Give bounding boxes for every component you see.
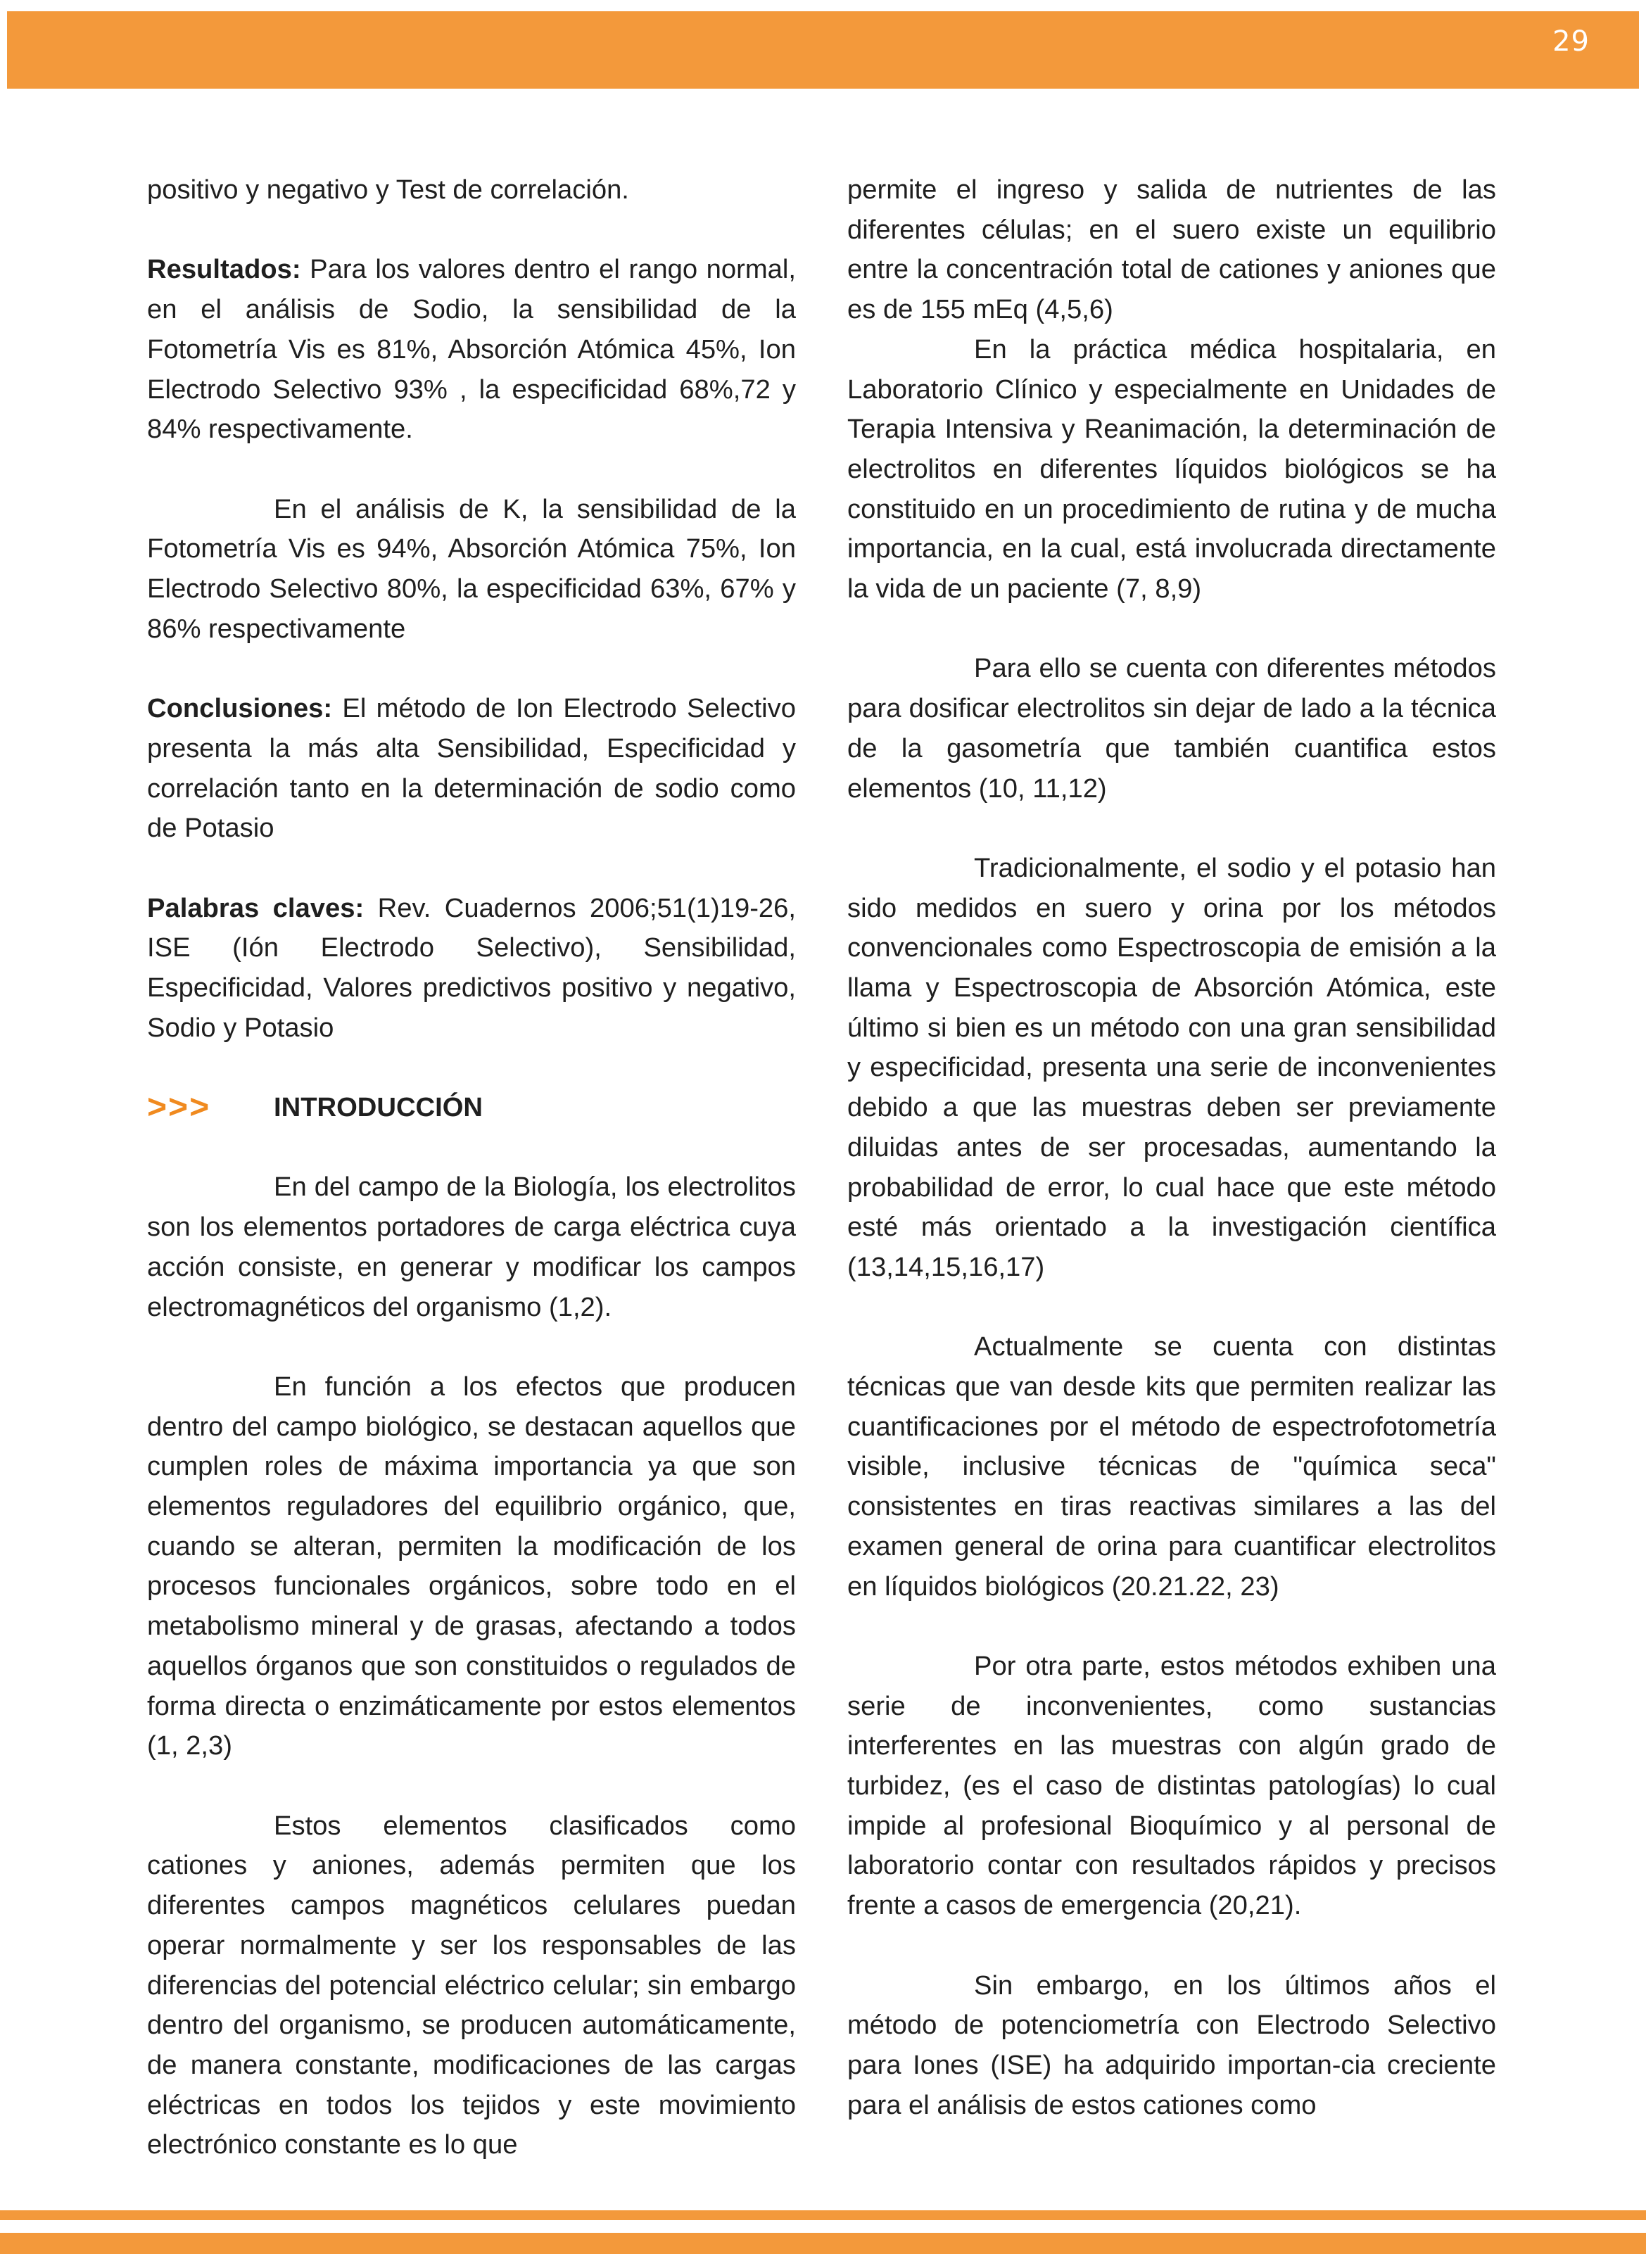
- intro-paragraph-3: Estos elementos clasificados como cationes y aniones, además permiten que los diferentes campos magnéticos celulares puedan operar normalmente y ser los responsables de las diferencias del potencial eléctrico celular; sin embargo dentro del organismo, se producen automáticamente, de manera constante, modificaciones de las cargas eléctricas en todos los tejidos y este movimiento electrónico constante es lo que: [147, 1810, 796, 2160]
- potassium-paragraph: En el análisis de K, la sensibilidad de la Fotometría Vis es 94%, Absorción Atómica 75%, Ion Electrodo Selectivo 80%, la especificidad 63%, 67% y 86% respectivamente: [147, 493, 796, 644]
- footer-rule-thin: [0, 2210, 1646, 2220]
- section-heading: [147, 1088, 796, 1128]
- keywords-paragraph: [147, 889, 796, 1049]
- right-column: [847, 170, 1496, 2125]
- keywords-text: Rev. Cuadernos 2006;51(1)19-26, ISE (Ión Electrodo Selectivo), Sensibilidad, Especificidad, Valores predictivos positivo y negativo, Sodio y Potasio: [147, 892, 796, 1043]
- body-paragraph-7: Sin embargo, en los últimos años el método de potenciometría con Electrodo Selectivo para Iones (ISE) ha adquirido importan-cia creciente para el análisis de estos cationes como: [847, 1970, 1496, 2120]
- section-title: INTRODUCCIÓN: [274, 1092, 483, 1123]
- conclusions-text: El método de Ion Electrodo Selectivo presenta la más alta Sensibilidad, Especificidad y correlación tanto en la determinación de sodio como de Potasio: [147, 693, 796, 844]
- keywords-lead: Palabras claves:: [147, 892, 365, 923]
- chevron-marker-icon: >>>: [147, 1089, 211, 1127]
- body-paragraph-5: Actualmente se cuenta con distintas técnicas que van desde kits que permiten realizar las cuantificaciones por el método de espectrofotometría visible, inclusive técnicas de "química seca" consistentes en tiras reactivas similares a las del examen general de orina para cuantificar electrolitos en líquidos biológicos (20.21.22, 23): [847, 1331, 1496, 1602]
- results-paragraph: [147, 250, 796, 450]
- body-paragraph-4: Tradicionalmente, el sodio y el potasio han sido medidos en suero y orina por los métodos convencionales como Espectroscopia de emisión a la llama y Espectroscopia de Absorción Atómica, este último si bien es un método con una gran sensibilidad y especificidad, presenta una serie de inconvenientes debido a que las muestras deben ser previamente diluidas antes de ser procesadas, aumentando la probabilidad de error, lo cual hace que este método esté más orientado a la investigación científica (13,14,15,16,17): [847, 852, 1496, 1282]
- page-number: 29: [1552, 25, 1590, 58]
- body-paragraph-3: Para ello se cuenta con diferentes métodos para dosificar electrolitos sin dejar de lado a la técnica de la gasometría que también cuantifica estos elementos (10, 11,12): [847, 653, 1496, 804]
- body-paragraph-2: En la práctica médica hospitalaria, en Laboratorio Clínico y especialmente en Unidades de Terapia Intensiva y Reanimación, la determinación de electrolitos en diferentes líquidos biológicos se ha constituido en un procedimiento de rutina y de mucha importancia, en la cual, está involucrada directamente la vida de un paciente (7, 8,9): [847, 334, 1496, 604]
- footer-rule-thick: [0, 2233, 1646, 2254]
- conclusions-paragraph: [147, 689, 796, 849]
- conclusions-lead: Conclusiones:: [147, 693, 333, 724]
- results-text: Para los valores dentro el rango normal, en el análisis de Sodio, la sensibilidad de la Fotometría Vis es 81%, Absorción Atómica 45%, Ion Electrodo Selectivo 93% , la especificidad 68%,72 y 84% respectivamente.: [147, 254, 796, 445]
- body-paragraph-6: Por otra parte, estos métodos exhiben una serie de inconvenientes, como sustancias interferentes en las muestras con algún grado de turbidez, (es el caso de distintas patologías) lo cual impide al profesional Bioquímico y al personal de laboratorio contar con resultados rápidos y precisos frente a casos de emergencia (20,21).: [847, 1650, 1496, 1921]
- results-lead: Resultados:: [147, 254, 301, 285]
- header-bar: [7, 11, 1639, 89]
- left-column: [147, 170, 796, 2165]
- body-paragraph-1: permite el ingreso y salida de nutrientes de las diferentes células; en el suero existe un equilibrio entre la concentración total de cationes y aniones que es de 155 mEq (4,5,6): [847, 175, 1496, 325]
- intro-paragraph-1: En del campo de la Biología, los electrolitos son los elementos portadores de carga eléctrica cuya acción consiste, en generar y modificar los campos electromagnéticos del organismo (1,2).: [147, 1172, 796, 1322]
- methods-tail-paragraph: positivo y negativo y Test de correlación.: [147, 175, 629, 205]
- intro-paragraph-2: En función a los efectos que producen dentro del campo biológico, se destacan aquellos que cumplen roles de máxima importancia ya que son elementos reguladores del equilibrio orgánico, que, cuando se alteran, permiten la modificación de los procesos funcionales orgánicos, sobre todo en el metabolismo mineral y de grasas, afectando a todos aquellos órganos que son constituidos o regulados de forma directa o enzimáticamente por estos elementos (1, 2,3): [147, 1371, 796, 1761]
